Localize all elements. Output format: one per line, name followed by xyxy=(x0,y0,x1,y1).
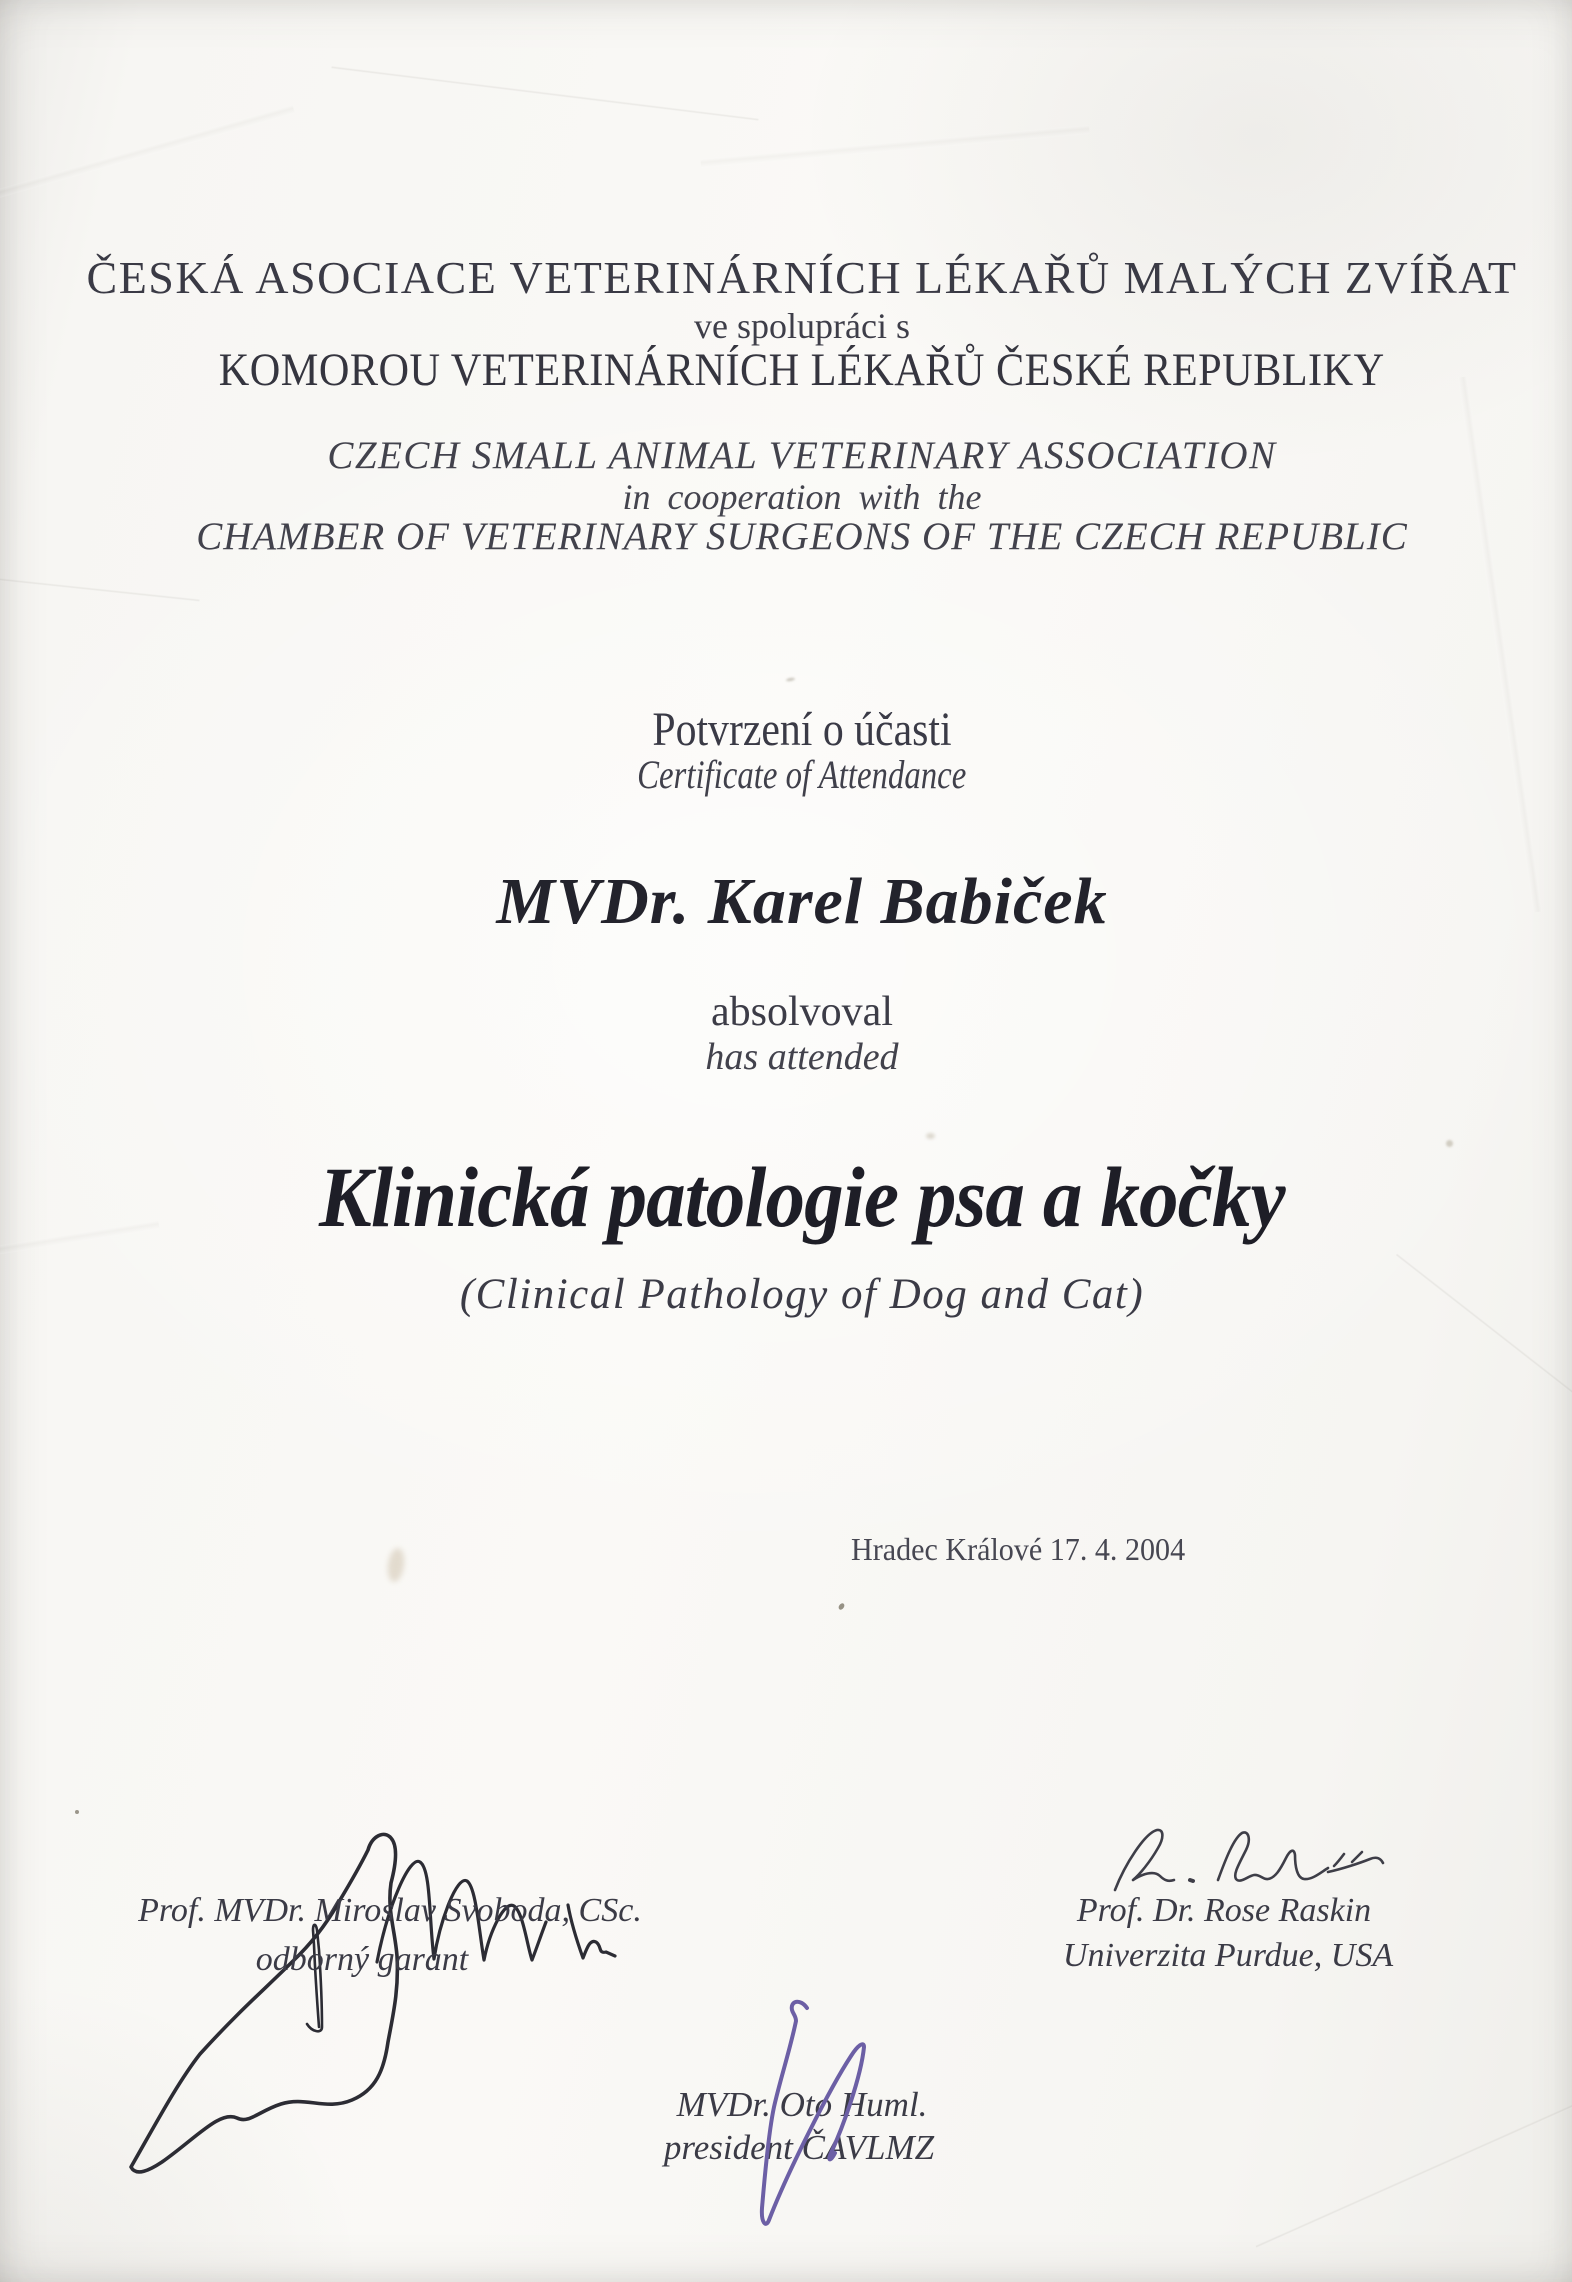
scan-smudge xyxy=(386,1547,407,1583)
huml-signature-ink xyxy=(740,1995,890,2235)
org-cooperation-czech: ve spolupráci s xyxy=(694,306,910,346)
right-signatory-role: Univerzita Purdue, USA xyxy=(1062,1937,1394,1974)
org-chamber-english: CHAMBER OF VETERINARY SURGEONS OF THE CZECH REPUBLIC xyxy=(196,515,1408,558)
scan-speck xyxy=(75,1810,79,1814)
attendee-name: MVDr. Karel Babiček xyxy=(496,865,1108,938)
org-chamber-czech: KOMOROU VETERINÁRNÍCH LÉKAŘŮ ČESKÉ REPUBLIKY xyxy=(219,344,1385,396)
bottom-signatory-name: MVDr. Oto Huml. xyxy=(676,2085,928,2124)
attended-label-czech: absolvoval xyxy=(711,989,893,1035)
paper-crease xyxy=(1255,2095,1572,2248)
attended-label-english: has attended xyxy=(705,1036,899,1078)
huml-signature-stroke xyxy=(762,2002,864,2224)
paper-crease xyxy=(700,125,1089,168)
course-title-czech: Klinická patologie psa a kočky xyxy=(319,1149,1285,1245)
left-signatory-role: odborný garant xyxy=(255,1941,469,1978)
org-name-czech-text: ČESKÁ ASOCIACE VETERINÁRNÍCH LÉKAŘŮ MALÝCH ZVÍŘAT xyxy=(86,252,1518,303)
org-cooperation-english: in cooperation with the xyxy=(622,477,982,517)
paper-crease xyxy=(0,577,200,602)
org-name-czech xyxy=(16,252,1572,305)
scan-speck xyxy=(926,1133,935,1139)
org-name-english: CZECH SMALL ANIMAL VETERINARY ASSOCIATION xyxy=(327,434,1277,477)
raskin-signature-surname xyxy=(1218,1832,1328,1880)
scan-speck xyxy=(837,1602,845,1611)
scan-speck xyxy=(1446,1140,1453,1147)
place-date: Hradec Králové 17. 4. 2004 xyxy=(851,1531,1186,1567)
left-signatory-name: Prof. MVDr. Miroslav Svoboda, CSc. xyxy=(138,1892,642,1929)
right-signatory-name: Prof. Dr. Rose Raskin xyxy=(1076,1892,1372,1929)
bottom-signatory-role: president ČAVLMZ xyxy=(663,2128,935,2167)
certificate-title-czech: Potvrzení o účasti xyxy=(652,703,952,756)
raskin-signature-dot xyxy=(1190,1880,1193,1881)
svoboda-signature-ink xyxy=(100,1780,640,2210)
svoboda-signature-loop xyxy=(131,1834,397,2172)
paper-crease xyxy=(0,105,295,205)
scan-speck xyxy=(786,677,795,682)
certificate-title-english: Certificate of Attendance xyxy=(637,752,967,797)
course-title-english: (Clinical Pathology of Dog and Cat) xyxy=(459,1271,1145,1318)
raskin-signature-r xyxy=(1115,1830,1174,1890)
paper-crease xyxy=(331,66,758,121)
